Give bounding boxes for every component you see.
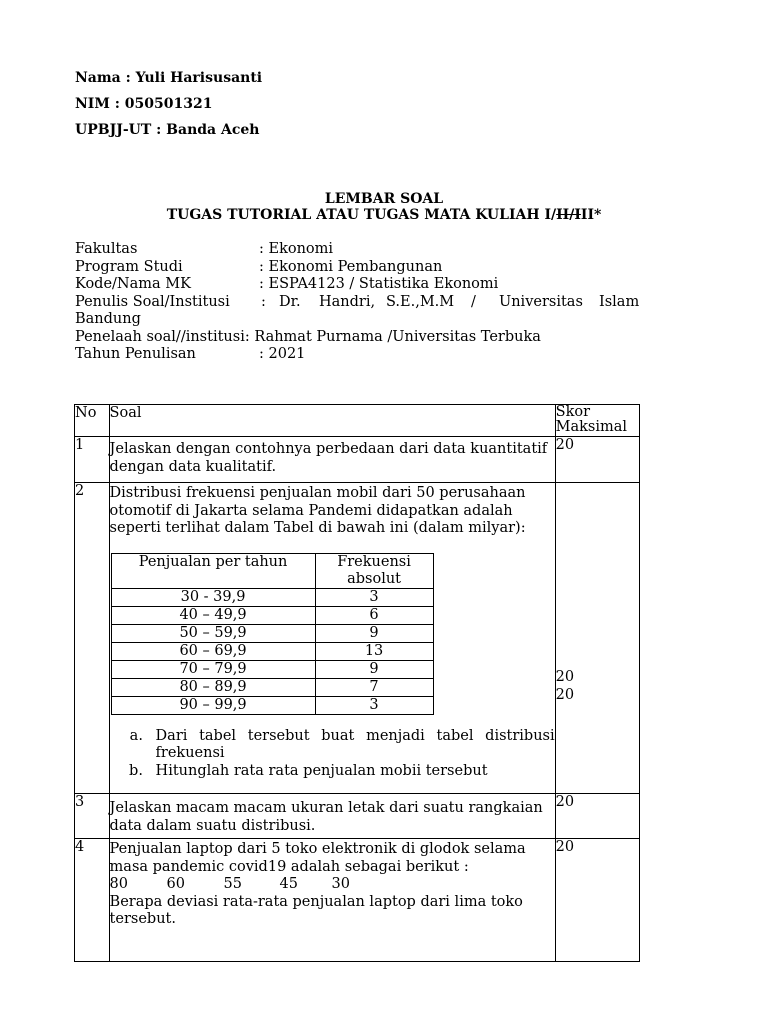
question-text: Jelaskan macam macam ukuran letak dari suatu rangkaian data dalam suatu distribusi.	[109, 794, 555, 839]
penulis-word: Handri,	[319, 293, 376, 310]
meta-label: Tahun Penulisan	[75, 346, 196, 362]
student-name: Nama : Yuli Harisusanti	[75, 70, 263, 86]
header-no: No	[75, 405, 110, 437]
meta-value: : Ekonomi Pembangunan	[259, 258, 443, 275]
penulis-word: Islam	[599, 293, 640, 310]
data-value: 80	[109, 876, 128, 892]
freq-class: 40 – 49,9	[111, 606, 315, 624]
freq-row	[111, 696, 433, 714]
question-text: Jelaskan dengan contohnya perbedaan dari data kuantitatif dengan data kualitatif.	[109, 437, 555, 483]
meta-label: Kode/Nama MK	[75, 276, 191, 292]
freq-class: 90 – 99,9	[111, 696, 315, 714]
penulis-word: Dr.	[279, 293, 301, 310]
meta-value: : Ekonomi	[259, 241, 334, 257]
question-number: 2	[75, 483, 110, 794]
freq-row	[111, 678, 433, 696]
meta-value: : ESPA4123 / Statistika Ekonomi	[259, 276, 499, 292]
question-text: Penjualan laptop dari 5 toko elektronik di glodok selama masa pandemic covid19 adalah sebagai berikut :	[109, 841, 526, 875]
meta-row-tahun	[75, 346, 640, 364]
penulis-word: /	[471, 293, 476, 310]
data-value: 60	[166, 876, 185, 892]
freq-value: 13	[315, 642, 433, 660]
data-value: 30	[331, 876, 350, 892]
meta-row-fakultas	[75, 241, 640, 259]
meta-row-kode-mk	[75, 276, 640, 294]
penulis-word: Universitas	[499, 293, 583, 310]
score-sub-b: 20	[555, 686, 575, 703]
question-row-4	[75, 839, 640, 962]
freq-header-penjualan: Penjualan per tahun	[111, 553, 315, 588]
meta-row-penelaah	[75, 329, 640, 347]
meta-row-program-studi	[75, 259, 640, 277]
meta-penelaah: Penelaah soal//institusi: Rahmat Purnama /Universitas Terbuka	[75, 328, 541, 345]
freq-header-frekuensi: Frekuensi absolut	[315, 553, 433, 588]
document-subtitle	[0, 207, 768, 223]
freq-row	[111, 624, 433, 642]
freq-value: 9	[315, 624, 433, 642]
meta-label: Program Studi	[75, 258, 183, 275]
question-score: 20	[555, 794, 639, 839]
freq-row	[111, 588, 433, 606]
frequency-table	[111, 553, 434, 715]
sub-question-b: b. Hitunglah rata rata penjualan mobii tersebut	[148, 763, 555, 781]
document-title: LEMBAR SOAL	[324, 191, 444, 207]
data-value: 45	[279, 876, 298, 892]
question-row-2	[75, 483, 640, 794]
question-table	[74, 404, 640, 962]
freq-class: 60 – 69,9	[111, 642, 315, 660]
freq-row	[111, 606, 433, 624]
question-text: Distribusi frekuensi penjualan mobil dari 50 perusahaan otomotif di Jakarta selama Pandemi didapatkan adalah seperti terlihat dalam Tabel di bawah ini (dalam milyar):	[109, 485, 526, 536]
question-row-3	[75, 794, 640, 839]
freq-class: 50 – 59,9	[111, 624, 315, 642]
header-skor: Skor Maksimal	[555, 405, 639, 437]
subtitle-strikethrough: II/I	[556, 207, 581, 223]
freq-row	[111, 660, 433, 678]
question-score	[555, 483, 639, 794]
question-body	[109, 839, 555, 962]
table-header-row	[75, 405, 640, 437]
data-value: 55	[223, 876, 242, 892]
question-number: 1	[75, 437, 110, 483]
freq-class: 70 – 79,9	[111, 660, 315, 678]
freq-value: 6	[315, 606, 433, 624]
subtitle-suffix: II*	[580, 207, 602, 223]
question-score: 20	[555, 437, 639, 483]
sub-question-list	[110, 728, 555, 781]
meta-row-penulis	[75, 294, 640, 312]
freq-value: 3	[315, 696, 433, 714]
question-number: 4	[75, 839, 110, 962]
freq-class: 30 - 39,9	[111, 588, 315, 606]
score-sub-a: 20	[555, 669, 575, 685]
question-row-1	[75, 437, 640, 483]
meta-row-penulis-cont	[75, 311, 640, 329]
sub-question-a: a. Dari tabel tersebut buat menjadi tabel distribusi frekuensi	[148, 728, 555, 763]
question-prompt: Berapa deviasi rata-rata penjualan laptop dari lima toko tersebut.	[109, 893, 523, 927]
course-metadata	[75, 241, 640, 364]
sales-data	[110, 876, 555, 894]
subtitle-prefix: TUGAS TUTORIAL ATAU TUGAS MATA KULIAH I/	[166, 207, 557, 223]
meta-label: Penulis Soal/Institusi	[75, 293, 230, 310]
student-upbjj: UPBJJ-UT : Banda Aceh	[75, 122, 260, 138]
meta-label: Fakultas	[75, 241, 138, 257]
question-score: 20	[555, 839, 639, 962]
header-soal: Soal	[109, 405, 555, 437]
question-number: 3	[75, 794, 110, 839]
meta-value: : 2021	[259, 346, 306, 362]
freq-row	[111, 642, 433, 660]
student-nim: NIM : 050501321	[75, 96, 213, 112]
freq-value: 9	[315, 660, 433, 678]
meta-continuation: Bandung	[75, 311, 141, 327]
freq-value: 3	[315, 588, 433, 606]
freq-class: 80 – 89,9	[111, 678, 315, 696]
penulis-word: S.E.,M.M	[386, 293, 455, 310]
freq-value: 7	[315, 678, 433, 696]
question-body	[109, 483, 555, 794]
freq-header-row	[111, 553, 433, 588]
penulis-word: :	[261, 293, 266, 310]
